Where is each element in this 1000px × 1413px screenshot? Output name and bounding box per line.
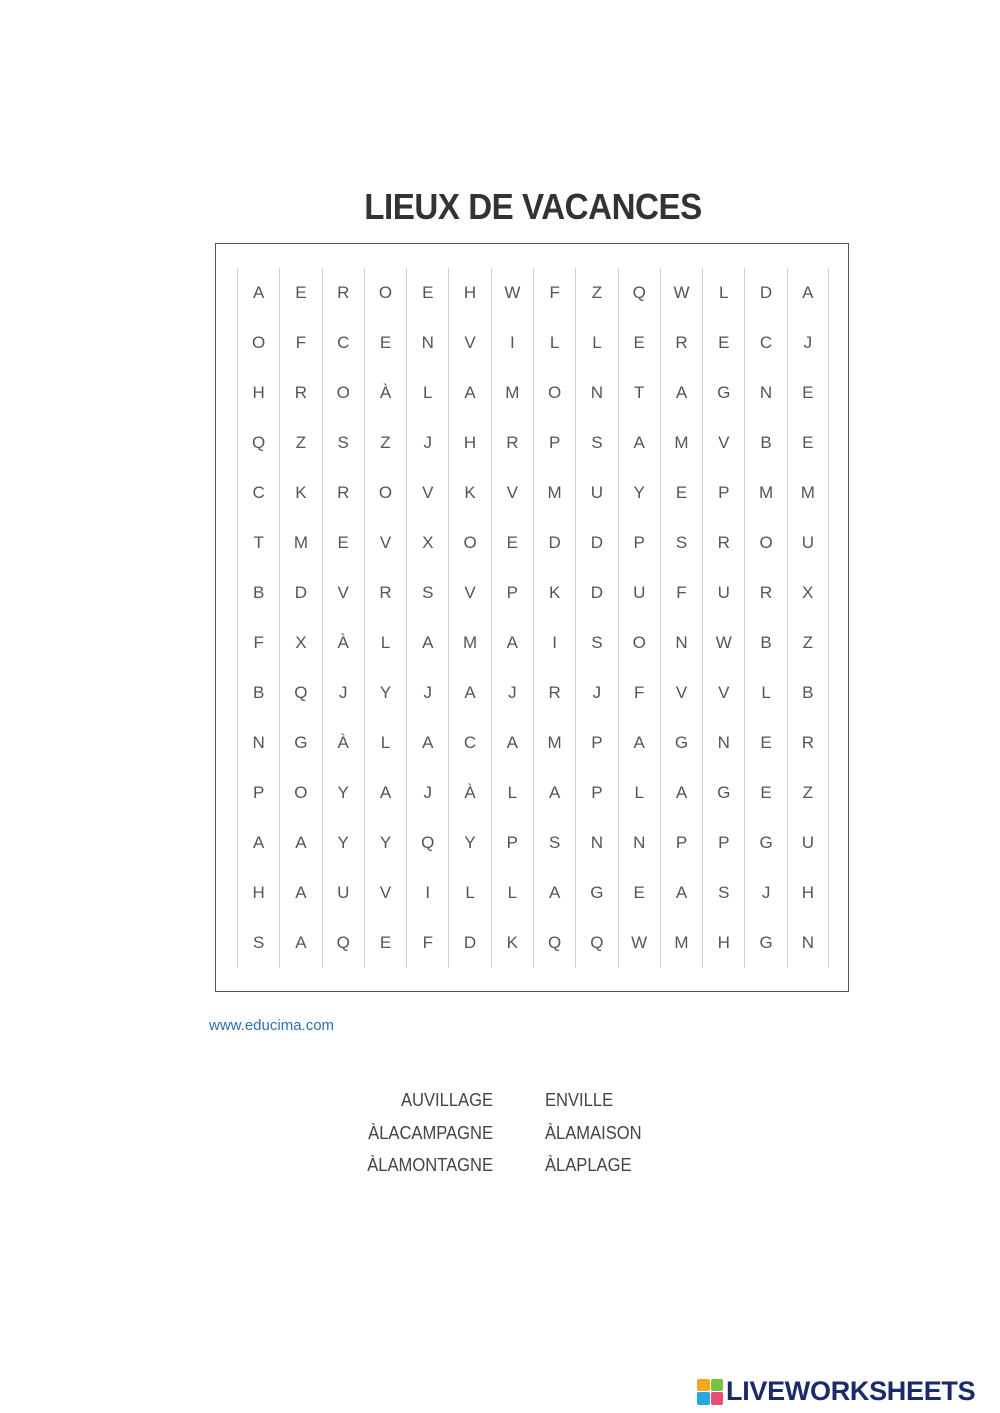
grid-cell: G [575,868,617,918]
grid-cell: A [406,718,448,768]
grid-cell: R [364,568,406,618]
grid-cell: N [237,718,279,768]
grid-cell: N [406,318,448,368]
grid-cell: S [237,918,279,968]
grid-cell: C [322,318,364,368]
grid-cell: A [491,618,533,668]
logo-square [711,1379,724,1392]
grid-cell: N [702,718,744,768]
logo-square [711,1392,724,1405]
word-item: ÀLAMONTAGNE [367,1155,493,1175]
grid-cell: À [322,718,364,768]
grid-cell: Y [448,818,490,868]
grid-cell: A [279,818,321,868]
grid-cell: N [787,918,829,968]
grid-cell: Y [322,818,364,868]
grid-cell: H [448,268,490,318]
grid-cell: À [364,368,406,418]
grid-cell: J [491,668,533,718]
grid-cell: U [322,868,364,918]
grid-cell: Y [364,668,406,718]
grid-cell: N [660,618,702,668]
grid-cell: L [364,618,406,668]
grid-cell: K [448,468,490,518]
word-list-right [545,1084,745,1182]
grid-cell: V [491,468,533,518]
grid-cell: O [279,768,321,818]
grid-cell: V [406,468,448,518]
grid-cell: E [787,418,829,468]
grid-cell: C [744,318,786,368]
grid-cell: O [322,368,364,418]
word-list-left [300,1084,493,1182]
grid-cell: H [787,868,829,918]
grid-cell: W [702,618,744,668]
word-item: ENVILLE [545,1090,614,1110]
grid-cell: A [533,768,575,818]
grid-cell: E [744,768,786,818]
grid-cell: I [533,618,575,668]
brand-footer[interactable] [697,1376,975,1407]
grid-cell: E [364,318,406,368]
grid-cell: E [787,368,829,418]
grid-cell: I [491,318,533,368]
grid-cell: Z [364,418,406,468]
grid-cell: A [660,768,702,818]
grid-cell: L [702,268,744,318]
grid-cell: O [744,518,786,568]
grid-cell: L [406,368,448,418]
grid-cell: Z [787,618,829,668]
grid-cell: T [618,368,660,418]
source-link[interactable]: www.educima.com [209,1017,335,1034]
page-title: LIEUX DE VACANCES [364,186,702,227]
grid-cell: P [618,518,660,568]
grid-cell: R [744,568,786,618]
grid-cell: D [575,568,617,618]
grid-cell: X [406,518,448,568]
grid-cell: Q [279,668,321,718]
grid-cell: H [448,418,490,468]
grid-cell: À [448,768,490,818]
grid-cell: P [533,418,575,468]
grid-cell: E [364,918,406,968]
grid-cell: P [491,818,533,868]
grid-cell: O [364,468,406,518]
grid-cell: J [406,768,448,818]
grid-cell: F [237,618,279,668]
grid-cell: H [237,368,279,418]
grid-cell: M [787,468,829,518]
grid-cell: F [533,268,575,318]
grid-cell: L [364,718,406,768]
grid-cell: V [364,868,406,918]
grid-cell: P [702,468,744,518]
grid-cell: B [787,668,829,718]
grid-cell: U [575,468,617,518]
grid-cell: A [237,818,279,868]
grid-cell: P [702,818,744,868]
grid-cell: N [575,818,617,868]
grid-cell: D [575,518,617,568]
grid-cell: L [491,868,533,918]
grid-cell: E [279,268,321,318]
grid-cell: Q [533,918,575,968]
grid-cell: B [237,668,279,718]
grid-cell: S [406,568,448,618]
grid-cell: G [702,368,744,418]
grid-cell: L [575,318,617,368]
grid-cell: A [448,368,490,418]
word-item: ÀLAPLAGE [545,1155,632,1175]
grid-cell: V [448,568,490,618]
grid-cell: N [618,818,660,868]
logo-square [697,1379,710,1392]
grid-cell: P [575,718,617,768]
grid-cell: F [279,318,321,368]
grid-cell: W [491,268,533,318]
grid-cell: Z [575,268,617,318]
grid-cell: G [702,768,744,818]
grid-cell: Z [279,418,321,468]
grid-cell: Y [618,468,660,518]
grid-cell: G [744,818,786,868]
logo-square [697,1392,710,1405]
word-item: ÀLAMAISON [545,1122,642,1143]
grid-cell: B [744,418,786,468]
grid-cell: F [660,568,702,618]
grid-cell: F [406,918,448,968]
grid-cell: J [322,668,364,718]
grid-cell: E [406,268,448,318]
grid-cell: E [618,318,660,368]
grid-cell: Q [322,918,364,968]
grid-cell: L [491,768,533,818]
brand-name: LIVEWORKSHEETS [726,1376,976,1406]
grid-cell: J [575,668,617,718]
grid-cell: Y [322,768,364,818]
grid-cell: E [702,318,744,368]
grid-cell: À [322,618,364,668]
grid-cell: V [702,668,744,718]
grid-cell: D [448,918,490,968]
grid-cell: R [322,468,364,518]
grid-cell: E [491,518,533,568]
grid-cell: R [787,718,829,768]
grid-cell: H [237,868,279,918]
grid-cell: P [660,818,702,868]
grid-cell: T [237,518,279,568]
grid-cell: X [787,568,829,618]
grid-cell: K [491,918,533,968]
grid-cell: C [448,718,490,768]
grid-cell: R [702,518,744,568]
grid-cell: B [744,618,786,668]
grid-cell: O [618,618,660,668]
grid-cell: N [575,368,617,418]
grid-cell: L [618,768,660,818]
grid-cell: K [279,468,321,518]
grid-cell: R [660,318,702,368]
grid-cell: H [702,918,744,968]
grid-cell: D [279,568,321,618]
grid-cell: U [702,568,744,618]
grid-cell: A [237,268,279,318]
grid-cell: G [744,918,786,968]
grid-cell: A [618,718,660,768]
grid-cell: V [448,318,490,368]
grid-cell: R [322,268,364,318]
grid-cell: W [660,268,702,318]
grid-cell: U [787,518,829,568]
grid-cell: A [406,618,448,668]
grid-cell: X [279,618,321,668]
grid-cell: S [533,818,575,868]
grid-cell: O [237,318,279,368]
grid-cell: M [448,618,490,668]
grid-cell: Y [364,818,406,868]
grid-cell: O [364,268,406,318]
grid-cell: M [744,468,786,518]
word-item: AUVILLAGE [400,1090,493,1110]
grid-cell: L [448,868,490,918]
grid-cell: R [533,668,575,718]
grid-cell: A [279,918,321,968]
grid-cell: F [618,668,660,718]
grid-cell: A [533,868,575,918]
grid-cell: M [660,918,702,968]
grid-cell: A [787,268,829,318]
grid-cell: E [322,518,364,568]
grid-cell: A [448,668,490,718]
grid-cell: P [491,568,533,618]
grid-cell: E [618,868,660,918]
grid-cell: U [787,818,829,868]
grid-cell: P [237,768,279,818]
grid-cell: Z [787,768,829,818]
grid-cell: V [322,568,364,618]
grid-cell: A [660,368,702,418]
grid-cell: R [279,368,321,418]
grid-cell: M [660,418,702,468]
grid-cell: V [660,668,702,718]
grid-cell: S [322,418,364,468]
grid-cell: S [660,518,702,568]
grid-cell: W [618,918,660,968]
grid-cell: Q [237,418,279,468]
grid-cell: N [744,368,786,418]
grid-cell: D [533,518,575,568]
grid-cell: G [279,718,321,768]
grid-cell: V [364,518,406,568]
grid-cell: D [744,268,786,318]
grid-cell: S [702,868,744,918]
grid-cell: A [491,718,533,768]
grid-cell: Q [618,268,660,318]
grid-cell: J [406,418,448,468]
grid-cell: R [491,418,533,468]
grid-cell: A [364,768,406,818]
grid-cell: I [406,868,448,918]
grid-cell: G [660,718,702,768]
word-search-grid [237,268,829,968]
grid-cell: M [533,468,575,518]
grid-cell: A [660,868,702,918]
grid-cell: U [618,568,660,618]
grid-cell: M [533,718,575,768]
grid-cell: J [744,868,786,918]
grid-cell: S [575,418,617,468]
grid-cell: O [448,518,490,568]
grid-cell: K [533,568,575,618]
grid-cell: C [237,468,279,518]
grid-cell: L [744,668,786,718]
grid-cell: A [279,868,321,918]
grid-cell: S [575,618,617,668]
grid-cell: J [787,318,829,368]
grid-cell: P [575,768,617,818]
grid-cell: J [406,668,448,718]
grid-cell: E [744,718,786,768]
grid-cell: E [660,468,702,518]
grid-cell: Q [406,818,448,868]
grid-cell: A [618,418,660,468]
grid-cell: M [279,518,321,568]
grid-cell: L [533,318,575,368]
grid-cell: M [491,368,533,418]
grid-cell: Q [575,918,617,968]
grid-cell: B [237,568,279,618]
grid-cell: V [702,418,744,468]
grid-cell: O [533,368,575,418]
liveworksheets-logo-icon [697,1379,723,1405]
word-item: ÀLACAMPAGNE [368,1122,493,1143]
